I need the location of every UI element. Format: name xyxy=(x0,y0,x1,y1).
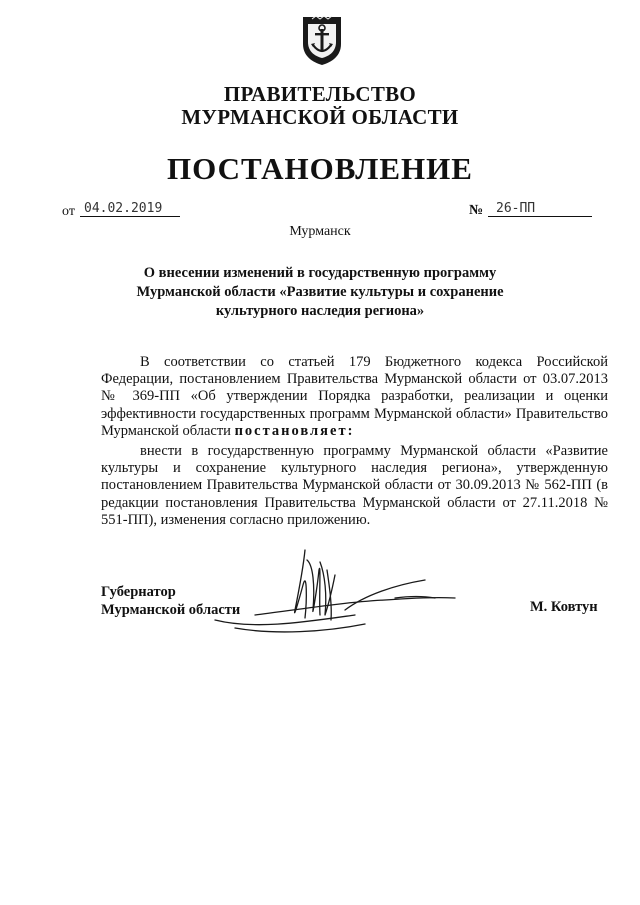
signatory-position xyxy=(101,583,240,619)
document-type-title: ПОСТАНОВЛЕНИЕ xyxy=(167,151,473,186)
resolves-word: постановляет: xyxy=(234,422,355,439)
document-number: 26-ПП xyxy=(488,201,592,217)
body-paragraph-2: внести в государственную программу Мурманской области «Развитие культуры и сохранение культурного наследия региона», утвержденную постановлением Правительства Мурманской области от 30.09.2013 № 562-ПП (в редакции постановления Правительства Мурманской области от 27.11.2018 № 551-ПП), изменения согласно приложению. xyxy=(101,443,608,528)
paragraph-1-text: В соответствии со статьей 179 Бюджетного кодекса Российской Федерации, постановлением Правительства Мурманской области от 03.07.2013 № 369-ПП «Об утверждении Порядка разработки, реализации и оценки эффективности государственных программ Мурманской области» Правительство Мурманской области xyxy=(101,354,608,439)
signatory-name: М. Ковтун xyxy=(530,599,598,615)
government-name-line2: МУРМАНСКОЙ ОБЛАСТИ xyxy=(181,105,459,129)
position-line-2: Мурманской области xyxy=(101,602,241,618)
body-paragraph-1 xyxy=(101,354,608,440)
document-subject: О внесении изменений в государственную программу Мурманской области «Развитие культуры и сохранение культурного наследия региона» xyxy=(136,265,504,319)
government-name-line1: ПРАВИТЕЛЬСТВО xyxy=(223,82,417,106)
city-name: Мурманск xyxy=(289,224,351,239)
document-date: 04.02.2019 xyxy=(80,201,180,217)
position-line-1: Губернатор xyxy=(101,584,176,600)
coat-of-arms-icon xyxy=(300,14,344,66)
date-prefix: от xyxy=(62,204,75,219)
number-prefix: № xyxy=(469,203,484,218)
